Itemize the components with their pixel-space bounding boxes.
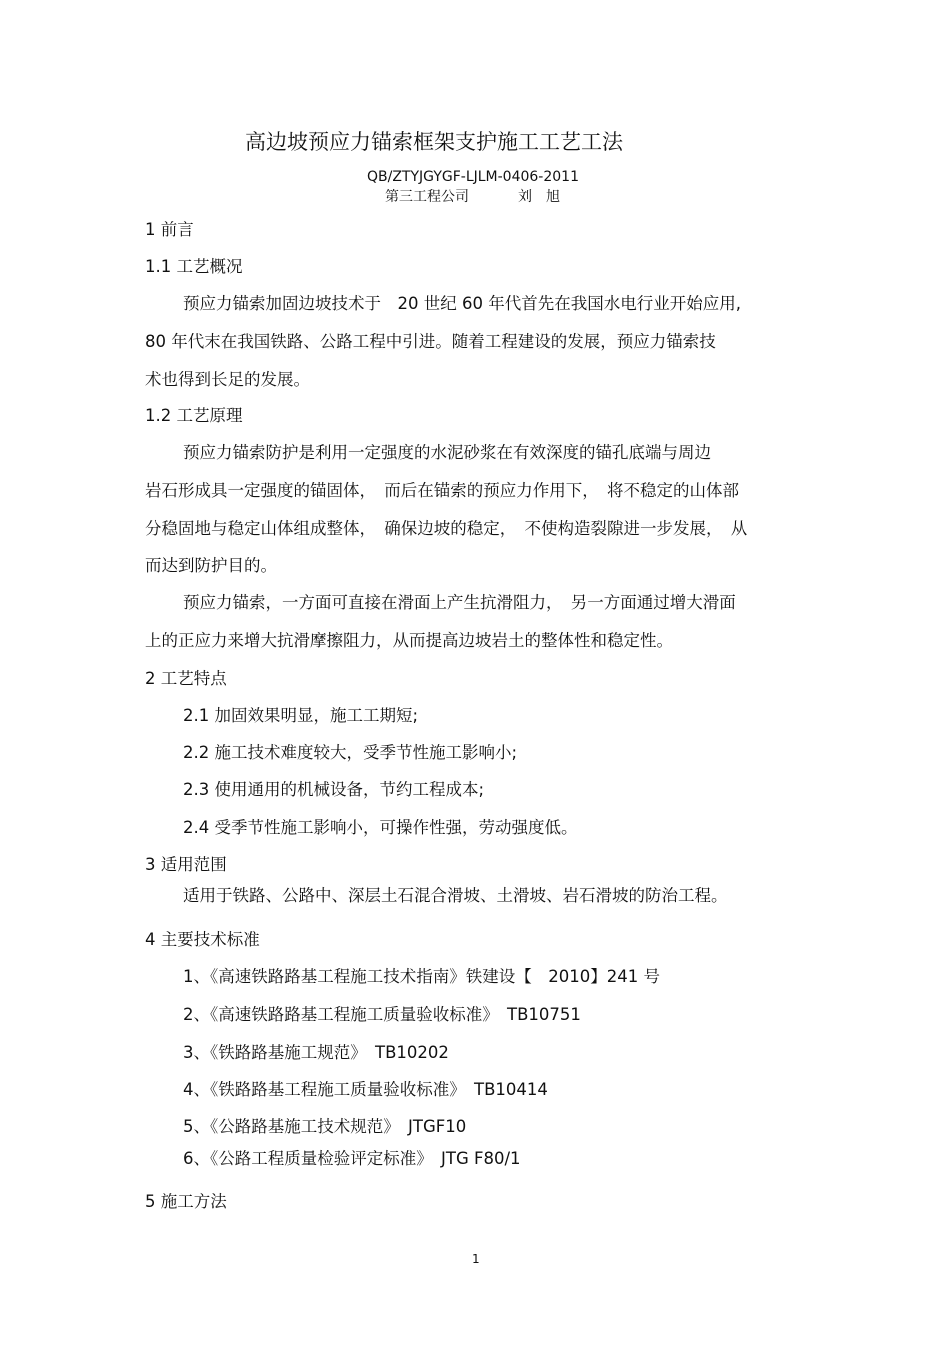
paragraph-line: 适用于铁路、公路中、深层土石混合滑坡、土滑坡、岩石滑坡的防治工程。: [183, 886, 728, 905]
paragraph-line: 预应力锚索防护是利用一定强度的水泥砂浆在有效深度的锚孔底端与周边: [183, 443, 711, 462]
section-heading: 4 主要技术标准: [145, 930, 260, 949]
section-heading: 5 施工方法: [145, 1192, 227, 1211]
document-org: 第三工程公司: [385, 189, 469, 205]
section-heading: 2 工艺特点: [145, 669, 227, 688]
list-item: 5、《公路路基施工技术规范》 JTGF10: [183, 1117, 467, 1136]
paragraph-line: 而达到防护目的。: [145, 556, 277, 575]
document-title: 高边坡预应力锚索框架支护施工工艺工法: [245, 130, 623, 154]
section-heading: 3 适用范围: [145, 855, 227, 874]
list-item: 1、《高速铁路路基工程施工技术指南》铁建设【 2010】241 号: [183, 967, 660, 986]
subsection-heading: 1.1 工艺概况: [145, 257, 243, 276]
subsection-heading: 1.2 工艺原理: [145, 406, 243, 425]
paragraph-line: 预应力锚索加固边坡技术于 20 世纪 60 年代首先在我国水电行业开始应用,: [183, 294, 741, 313]
document-author: 刘 旭: [518, 189, 560, 205]
paragraph-line: 上的正应力来增大抗滑摩擦阻力，从而提高边坡岩土的整体性和稳定性。: [145, 631, 673, 650]
page-number: 1: [472, 1252, 480, 1266]
list-item: 2.1 加固效果明显，施工工期短;: [183, 706, 419, 725]
list-item: 4、《铁路路基工程施工质量验收标准》 TB10414: [183, 1080, 548, 1099]
section-heading: 1 前言: [145, 220, 194, 239]
paragraph-line: 岩石形成具一定强度的锚固体， 而后在锚索的预应力作用下， 将不稳定的山体部: [145, 481, 739, 500]
document-code: QB/ZTYJGYGF-LJLM-0406-2011: [367, 169, 579, 185]
list-item: 2.2 施工技术难度较大，受季节性施工影响小;: [183, 743, 518, 762]
paragraph-line: 80 年代末在我国铁路、公路工程中引进。随着工程建设的发展，预应力锚索技: [145, 332, 716, 351]
paragraph-line: 预应力锚索，一方面可直接在滑面上产生抗滑阻力， 另一方面通过增大滑面: [183, 593, 736, 612]
list-item: 2.3 使用通用的机械设备，节约工程成本;: [183, 780, 485, 799]
list-item: 6、《公路工程质量检验评定标准》 JTG F80/1: [183, 1149, 521, 1168]
list-item: 3、《铁路路基施工规范》 TB10202: [183, 1043, 449, 1062]
paragraph-line: 术也得到长足的发展。: [145, 370, 310, 389]
list-item: 2、《高速铁路路基工程施工质量验收标准》 TB10751: [183, 1005, 581, 1024]
paragraph-line: 分稳固地与稳定山体组成整体， 确保边坡的稳定， 不使构造裂隙进一步发展， 从: [145, 519, 748, 538]
list-item: 2.4 受季节性施工影响小，可操作性强，劳动强度低。: [183, 818, 578, 837]
